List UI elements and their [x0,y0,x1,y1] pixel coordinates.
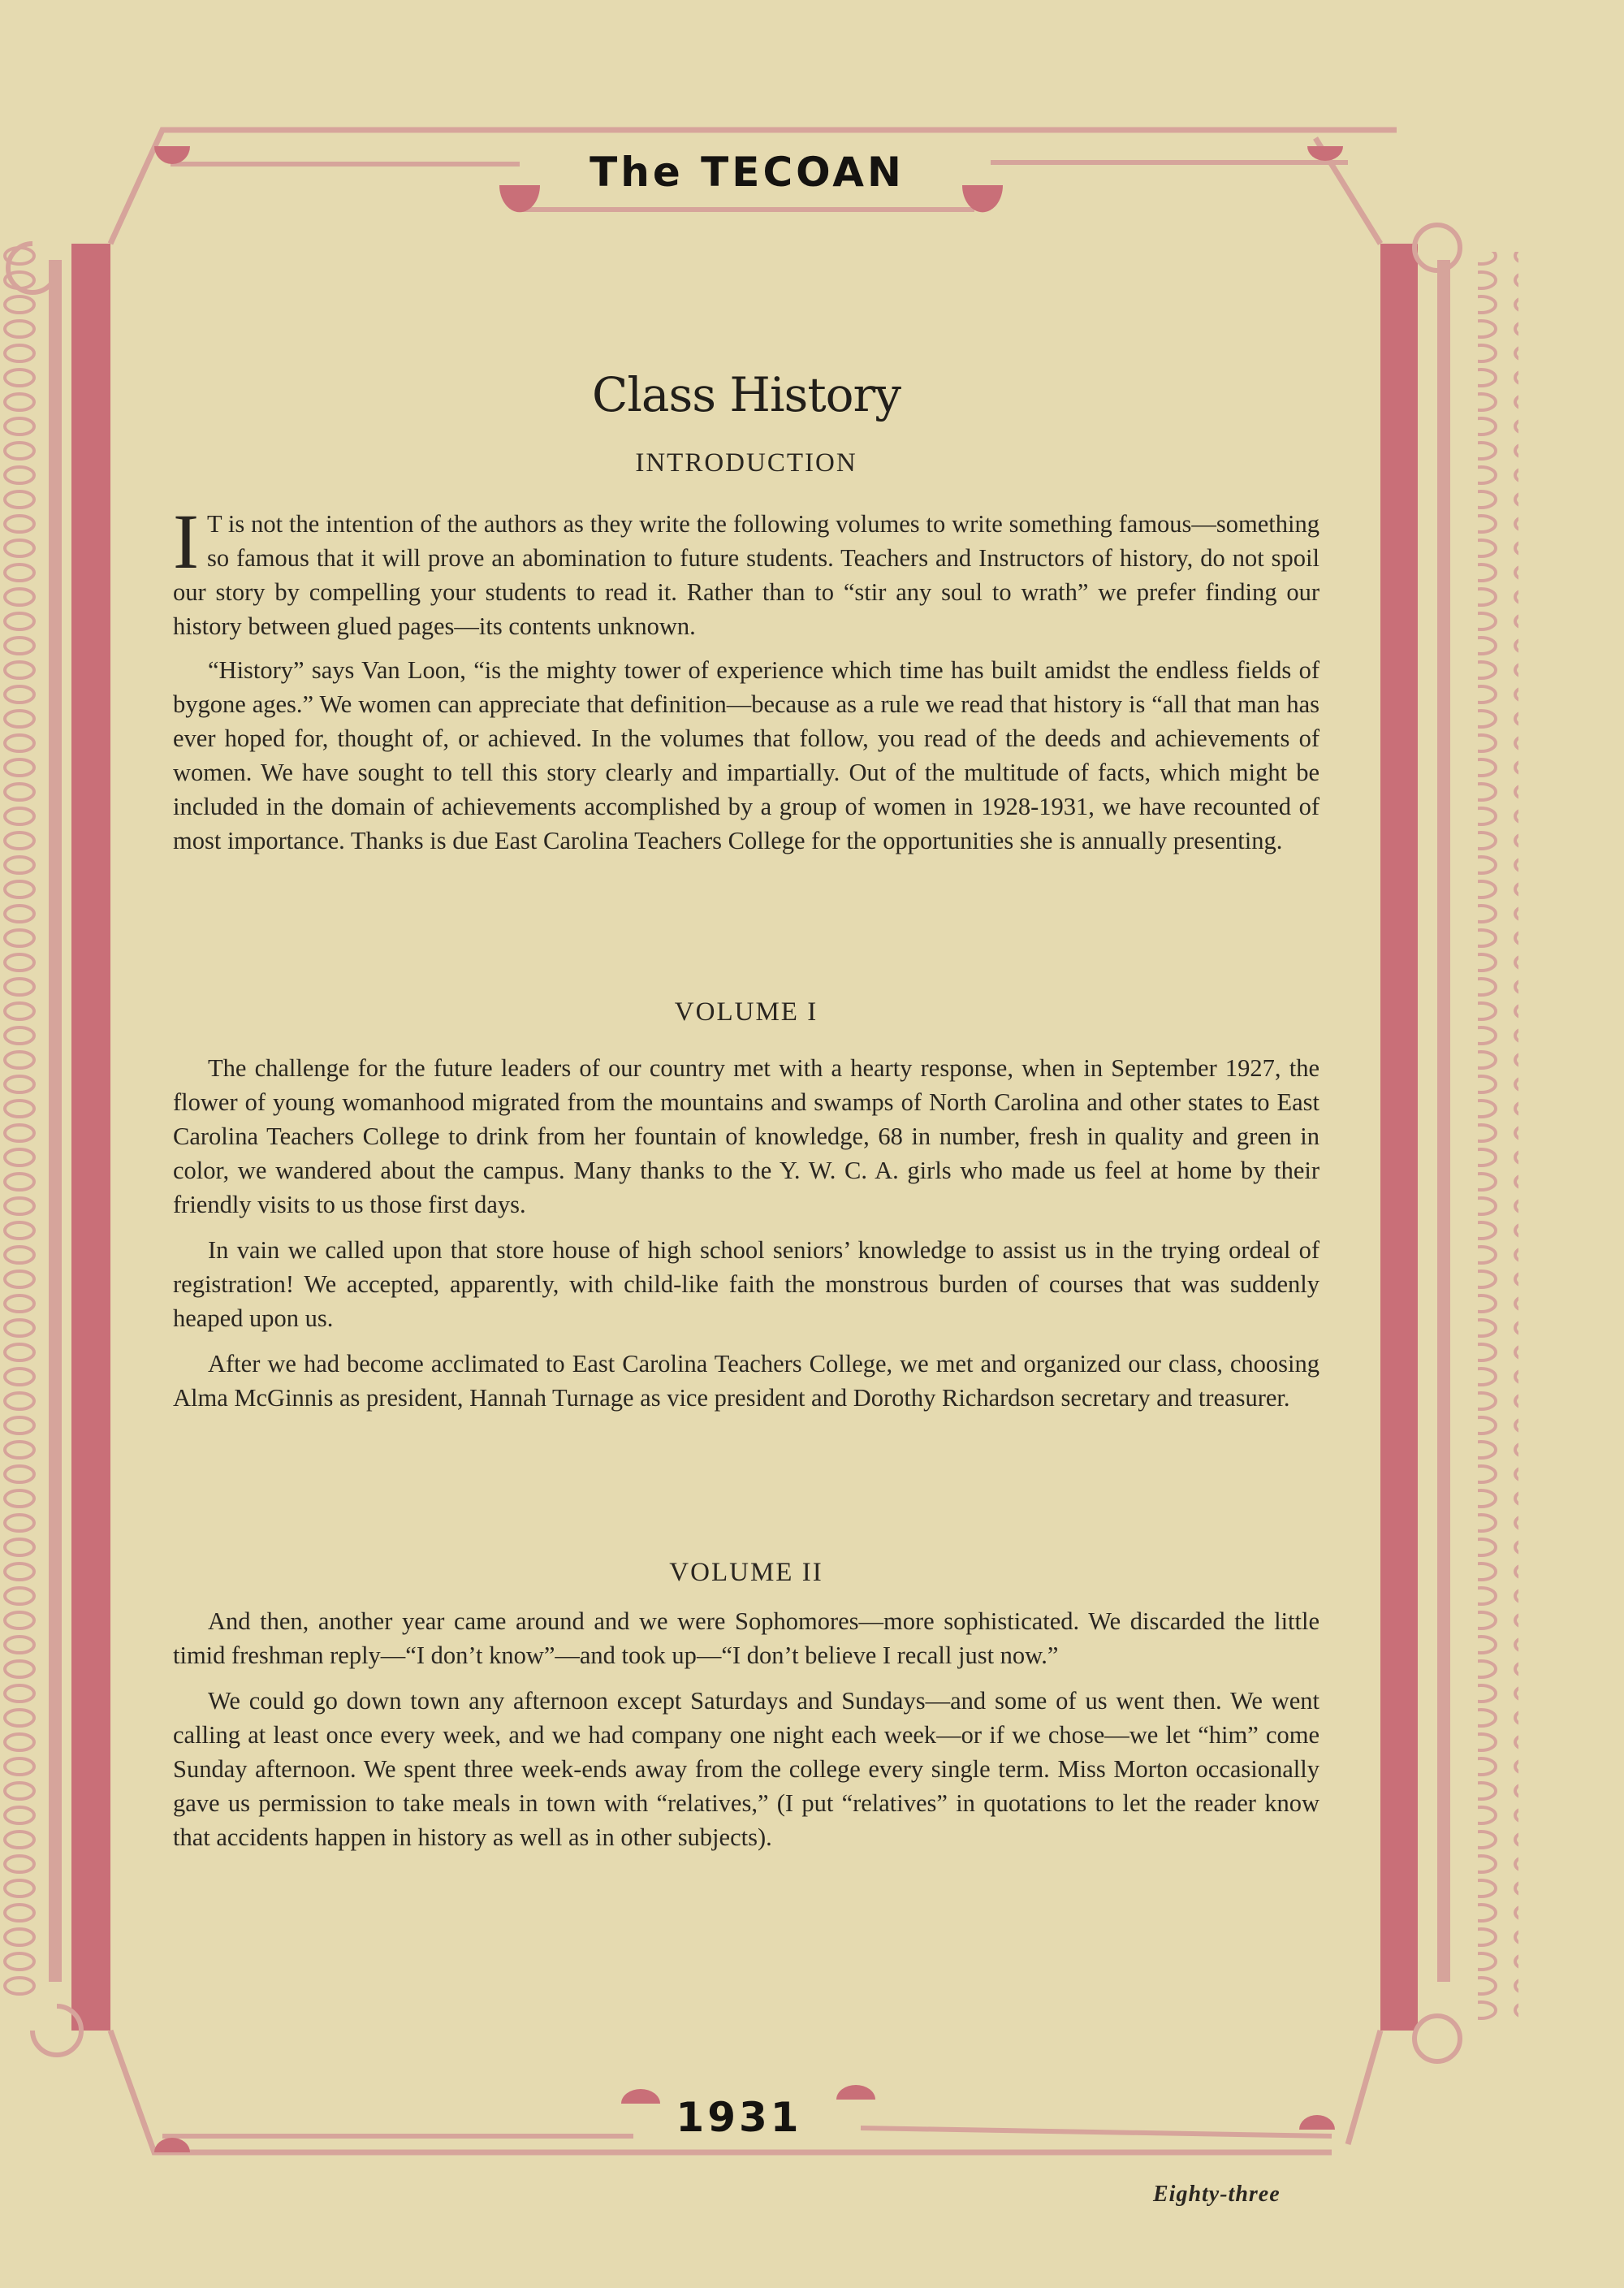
section-volume-2 [173,1604,1320,1854]
paragraph: After we had become acclimated to East Carolina Teachers College, we met and organized our class, choosing Alma McGinnis as president, Hannah Turnage as vice president and Dorothy Richardson secretary and treasurer. [173,1350,1320,1412]
yearbook-title: The TECOAN [590,149,905,196]
section-volume-1 [173,1051,1320,1415]
drop-cap: I [173,498,199,585]
footer-year: 1931 [676,2094,802,2141]
page-title: Class History [591,367,901,422]
paragraph: The challenge for the future leaders of our country met with a hearty response, when in September 1927, the flower of young womanhood migrated from the mountains and swamps of North Carolina and other states to East Carolina Teachers College to drink from her fountain of knowledge, 68 in number, fresh in quality and green in color, we wandered about the campus. Many thanks to the Y. W. C. A. girls who made us feel at home by their friendly visits to us those first days. [173,1054,1320,1218]
page-number: Eighty-three [1153,2182,1281,2207]
section-introduction [173,498,1320,858]
paragraph: And then, another year came around and we were Sophomores—more sophisticated. We discarded the little timid freshman reply—“I don’t know”—and took up—“I don’t believe I recall just now.” [173,1607,1320,1669]
paragraph: “History” says Van Loon, “is the mighty tower of experience which time has built amidst the endless fields of bygone ages.” We women can appreciate that definition—because as a rule we read that history is “all that man has ever hoped for, thought of, or achieved. In the volumes that follow, you read of the deeds and achievements of women. We have sought to tell this story clearly and impartially. Out of the multitude of facts, which might be included in the domain of achievements accomplished by a group of women in 1928-1931, we have recounted of most importance. Thanks is due East Carolina Teachers College for the opportunities she is annually presenting. [173,656,1320,854]
section-title-introduction: INTRODUCTION [635,448,857,478]
paragraph: I T is not the intention of the authors as they write the following volumes to write something famous—something so famous that it will prove an abomination to future students. Teachers and Instructors of history, do not spoil our story by compelling your students to read it. Rather than to “stir any soul to wrath” we prefer finding our history between glued pages—its contents unknown. [173,498,1320,640]
paragraph: We could go down town any afternoon except Saturdays and Sundays—and some of us went then. We went calling at least once every week, and we had company one night each week—or if we chose—we let “him” come Sunday afternoon. We spent three week-ends away from the college every single term. Miss Morton occasionally gave us permission to take meals in town with “relatives,” (I put “relatives” in quotations to let the reader know that accidents happen in history as well as in other subjects). [173,1687,1320,1851]
section-title-volume-1: VOLUME I [674,997,818,1027]
section-title-volume-2: VOLUME II [669,1558,823,1587]
paragraph: In vain we called upon that store house of high school seniors’ knowledge to assist us in the trying ordeal of registration! We accepted, apparently, with child-like faith the monstrous burden of courses that was suddenly heaped upon us. [173,1236,1320,1332]
right-border [1315,138,1518,2144]
